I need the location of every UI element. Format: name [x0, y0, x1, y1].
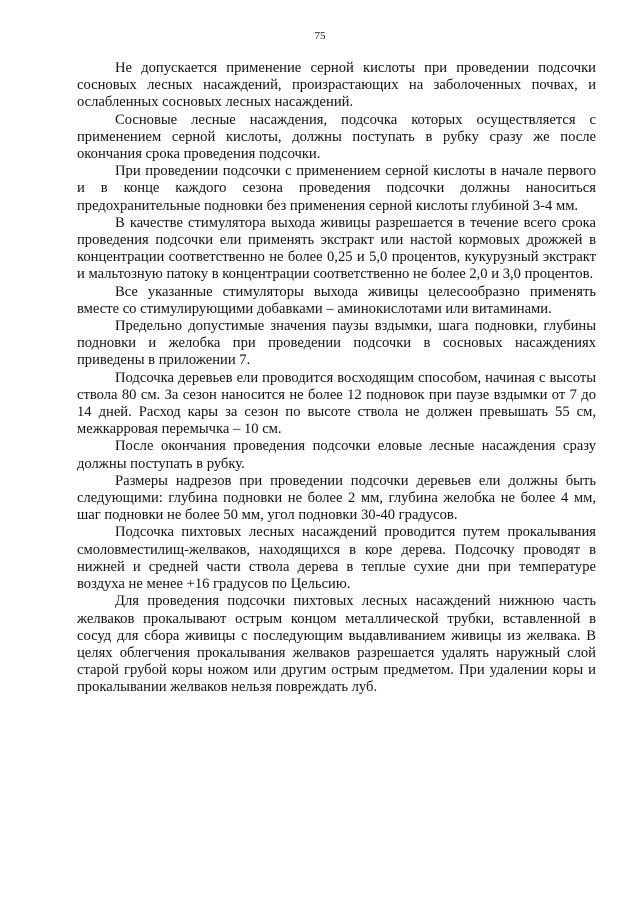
paragraph-4: В качестве стимулятора выхода живицы разрешается в течение всего срока проведения подсочки ели применять экстракт или настой кормовых дрожжей в концентрации соответственно не более 0,25 и 5,0 процентов, кукурузный экстракт и мальтозную патоку в концентрации соответственно не более 2,0 и 3,0 процентов. [77, 214, 596, 283]
body-text [77, 60, 596, 697]
paragraph-5: Все указанные стимуляторы выхода живицы целесообразно применять вместе со стимулирующими добавками – аминокислотами или витаминами. [77, 283, 596, 317]
page-number: 75 [314, 30, 326, 42]
paragraph-11: Для проведения подсочки пихтовых лесных насаждений нижнюю часть желваков прокалывают острым концом металлической трубки, вставленной в сосуд для сбора живицы с последующим выдавливанием живицы из желвака. В целях облегчения прокалывания желваков разрешается удалять наружный слой старой грубой коры ножом или другим острым предметом. При удалении коры и прокалывании желваков нельзя повреждать луб. [77, 593, 596, 696]
paragraph-1: Не допускается применение серной кислоты при проведении подсочки сосновых лесных насаждений, произрастающих на заболоченных почвах, и ослабленных сосновых лесных насаждений. [77, 60, 596, 111]
paragraph-2: Сосновые лесные насаждения, подсочка которых осуществляется с применением серной кислоты, должны поступать в рубку сразу же после окончания срока проведения подсочки. [77, 111, 596, 163]
paragraph-8: После окончания проведения подсочки еловые лесные насаждения сразу должны поступать в рубку. [77, 438, 596, 472]
paragraph-10: Подсочка пихтовых лесных насаждений проводится путем прокалывания смоловместилищ-желваков, находящихся в коре дерева. Подсочку проводят в нижней и средней части ствола дерева в теплые сухие дни при температуре воздуха не менее +16 градусов по Цельсию. [77, 524, 596, 593]
paragraph-9: Размеры надрезов при проведении подсочки деревьев ели должны быть следующими: глубина подновки не более 2 мм, глубина желобка не более 4 мм, шаг подновки не более 50 мм, угол подновки 30-40 градусов. [77, 472, 596, 524]
paragraph-3: При проведении подсочки с применением серной кислоты в начале первого и в конце каждого сезона проведения подсочки должны наноситься предохранительные подновки без применения серной кислоты глубиной 3-4 мм. [77, 163, 596, 214]
paragraph-7: Подсочка деревьев ели проводится восходящим способом, начиная с высоты ствола 80 см. За сезон наносится не более 12 подновок при паузе вздымки от 7 до 14 дней. Расход кары за сезон по высоте ствола не должен превышать 55 см, межкарровая перемычка – 10 см. [77, 369, 596, 438]
paragraph-6: Предельно допустимые значения паузы вздымки, шага подновки, глубины подновки и желобка при проведении подсочки в сосновых насаждениях приведены в приложении 7. [77, 318, 596, 369]
